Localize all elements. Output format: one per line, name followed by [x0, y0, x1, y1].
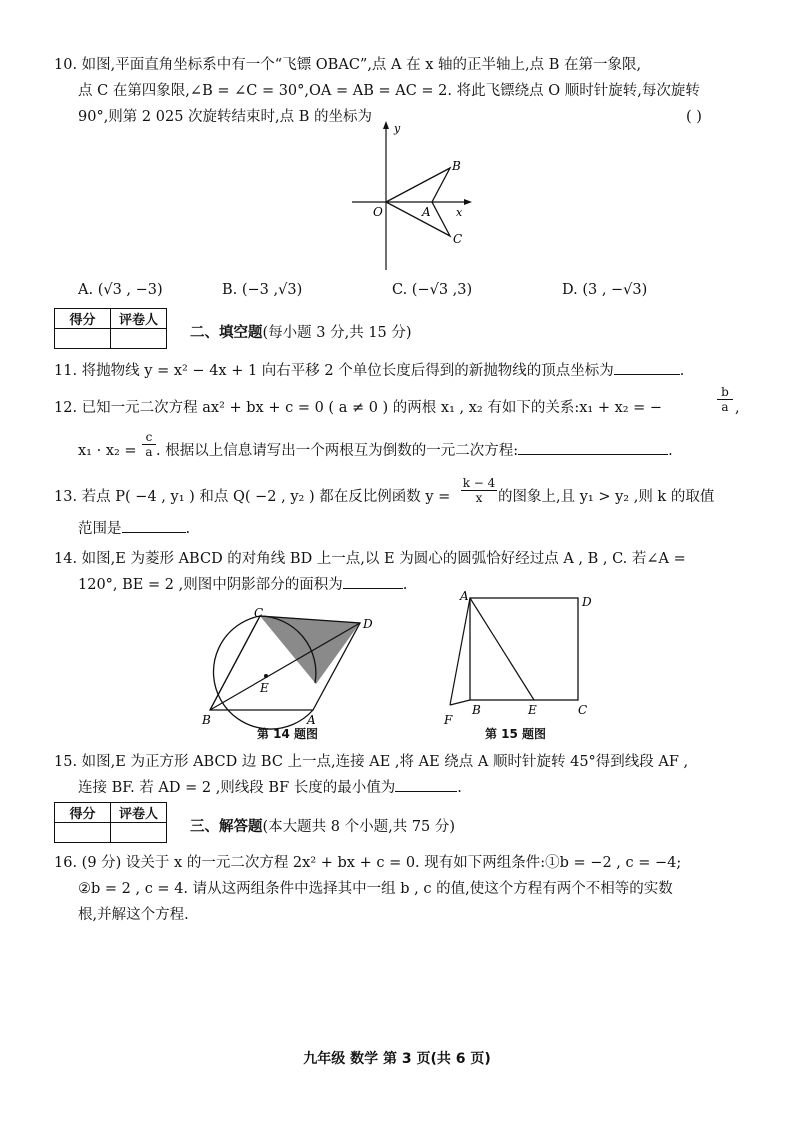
q14-line2-text: 120°, BE = 2 ,则图中阴影部分的面积为	[78, 577, 343, 593]
point-e	[264, 674, 268, 678]
section2-note: (每小题 3 分,共 15 分)	[262, 325, 412, 341]
o-label: O	[373, 205, 383, 219]
q12-frac-ca-num: c	[142, 430, 156, 445]
q16-line3: 根,并解这个方程.	[78, 907, 189, 923]
q11-text: 11. 将抛物线 y = x² − 4x + 1 向右平移 2 个单位长度后得到的新抛物线的顶点坐标为	[54, 363, 614, 379]
q13-answer-blank[interactable]	[122, 532, 186, 533]
q13-line1b: 的图象上,且 y₁ > y₂ ,则 k 的取值	[498, 489, 715, 505]
q12-end: .	[668, 443, 673, 459]
q13-fraction	[461, 476, 497, 505]
grader-header: 评卷人	[111, 309, 167, 329]
q12-frac-ca-den: a	[145, 445, 153, 459]
label-c: C	[578, 703, 588, 717]
grader-header: 评卷人	[111, 803, 167, 823]
q13-line2	[78, 516, 190, 542]
q12-answer-blank[interactable]	[518, 454, 668, 455]
label-b: B	[202, 713, 211, 727]
q10-line3: 90°,则第 2 025 次旋转结束时,点 B 的坐标为	[78, 109, 373, 125]
q11-end: .	[679, 363, 685, 379]
q15-answer-blank[interactable]	[395, 791, 457, 792]
q12-frac-ba	[717, 385, 733, 414]
q13-frac-num: k − 4	[462, 476, 496, 490]
q10-line1: 10. 如图,平面直角坐标系中有一个“飞镖 OBAC”,点 A 在 x 轴的正半轴上,点 B 在第一象限,	[54, 57, 642, 73]
q10-option-a: A. (√3 , −3)	[78, 282, 163, 298]
grader-cell[interactable]	[111, 329, 167, 349]
section2-title: 二、填空题	[190, 325, 263, 341]
section2-heading	[190, 321, 412, 342]
q14-line1: 14. 如图,E 为菱形 ABCD 的对角线 BD 上一点,以 E 为圆心的圆弧恰好经过点 A , B , C. 若∠A =	[54, 551, 686, 567]
section3-title: 三、解答题	[190, 819, 263, 835]
q12-line1: 12. 已知一元二次方程 ax² + bx + c = 0 ( a ≠ 0 ) 的两根 x₁ , x₂ 有如下的关系:x₁ + x₂ = −	[54, 400, 663, 416]
page-footer: 九年级 数学 第 3 页(共 6 页)	[303, 1051, 491, 1067]
label-a: A	[460, 590, 469, 603]
label-d: D	[363, 617, 373, 631]
q13-end: .	[185, 521, 191, 537]
a-label: A	[422, 205, 431, 219]
segment-af	[450, 598, 470, 705]
section3-heading	[190, 815, 455, 836]
q12-line2b-text: . 根据以上信息请写出一个两根互为倒数的一元二次方程:	[156, 443, 519, 459]
q10-option-d: D. (3 , −√3)	[562, 282, 648, 298]
label-a: A	[307, 713, 316, 727]
q10-line2: 点 C 在第四象限,∠B = ∠C = 30°,OA = AB = AC = 2. 将此飞镖绕点 O 顺时针旋转,每次旋转	[78, 83, 700, 99]
q11-answer-blank[interactable]	[614, 374, 680, 375]
x-axis-arrow	[464, 199, 472, 205]
q11-line	[54, 358, 684, 384]
label-e: E	[528, 703, 537, 717]
q12-line2a: x₁ · x₂ =	[78, 443, 137, 459]
score-header: 得分	[55, 309, 111, 329]
q13-line1a: 13. 若点 P( −4 , y₁ ) 和点 Q( −2 , y₂ ) 都在反比例函数 y =	[54, 489, 451, 505]
q15-end: .	[457, 780, 462, 796]
grader-cell[interactable]	[111, 823, 167, 843]
x-label: x	[456, 206, 463, 219]
q13-frac-den: x	[475, 491, 483, 505]
q12-frac-ba-num: b	[717, 385, 733, 400]
figure-15	[440, 590, 605, 730]
q10-option-c: C. (−√3 ,3)	[392, 282, 473, 298]
score-header: 得分	[55, 803, 111, 823]
b-label: B	[452, 159, 461, 173]
q10-option-b: B. (−3 ,√3)	[222, 282, 303, 298]
q14-end: .	[402, 577, 408, 593]
q16-line2: ②b = 2 , c = 4. 请从这两组条件中选择其中一组 b , c 的值,使这个方程有两个不相等的实数	[78, 881, 673, 897]
q12-comma: ,	[735, 400, 740, 416]
q10-answer-paren: ( )	[686, 109, 702, 125]
label-f: F	[444, 713, 453, 727]
q15-line2	[78, 775, 462, 801]
segment-ae	[470, 598, 534, 700]
label-c: C	[254, 606, 264, 620]
score-box-section3	[54, 802, 167, 843]
figure-14-caption: 第 14 题图	[257, 727, 319, 741]
q13-line2-text: 范围是	[78, 521, 122, 537]
label-e: E	[260, 681, 269, 695]
q12-frac-ba-den: a	[721, 400, 729, 414]
figure-15-caption: 第 15 题图	[485, 727, 547, 741]
q14-line2	[78, 572, 407, 598]
q10-figure	[340, 118, 480, 273]
y-axis-arrow	[383, 121, 389, 129]
label-b: B	[472, 703, 481, 717]
q14-answer-blank[interactable]	[343, 588, 403, 589]
q15-line1: 15. 如图,E 为正方形 ABCD 边 BC 上一点,连接 AE ,将 AE 绕点 A 顺时针旋转 45°得到线段 AF ,	[54, 754, 689, 770]
q15-line2-text: 连接 BF. 若 AD = 2 ,则线段 BF 长度的最小值为	[78, 780, 396, 796]
q16-line1: 16. (9 分) 设关于 x 的一元二次方程 2x² + bx + c = 0. 现有如下两组条件:①b = −2 , c = −4;	[54, 855, 682, 871]
section3-note: (本大题共 8 个小题,共 75 分)	[262, 819, 456, 835]
c-label: C	[453, 232, 463, 246]
score-box-section2	[54, 308, 167, 349]
label-d: D	[582, 595, 592, 609]
y-label: y	[394, 122, 401, 135]
segment-bf	[450, 700, 470, 705]
q12-frac-ca	[142, 430, 156, 459]
score-cell[interactable]	[55, 823, 111, 843]
figure-14	[196, 603, 386, 745]
score-cell[interactable]	[55, 329, 111, 349]
q12-line2b	[156, 438, 673, 464]
